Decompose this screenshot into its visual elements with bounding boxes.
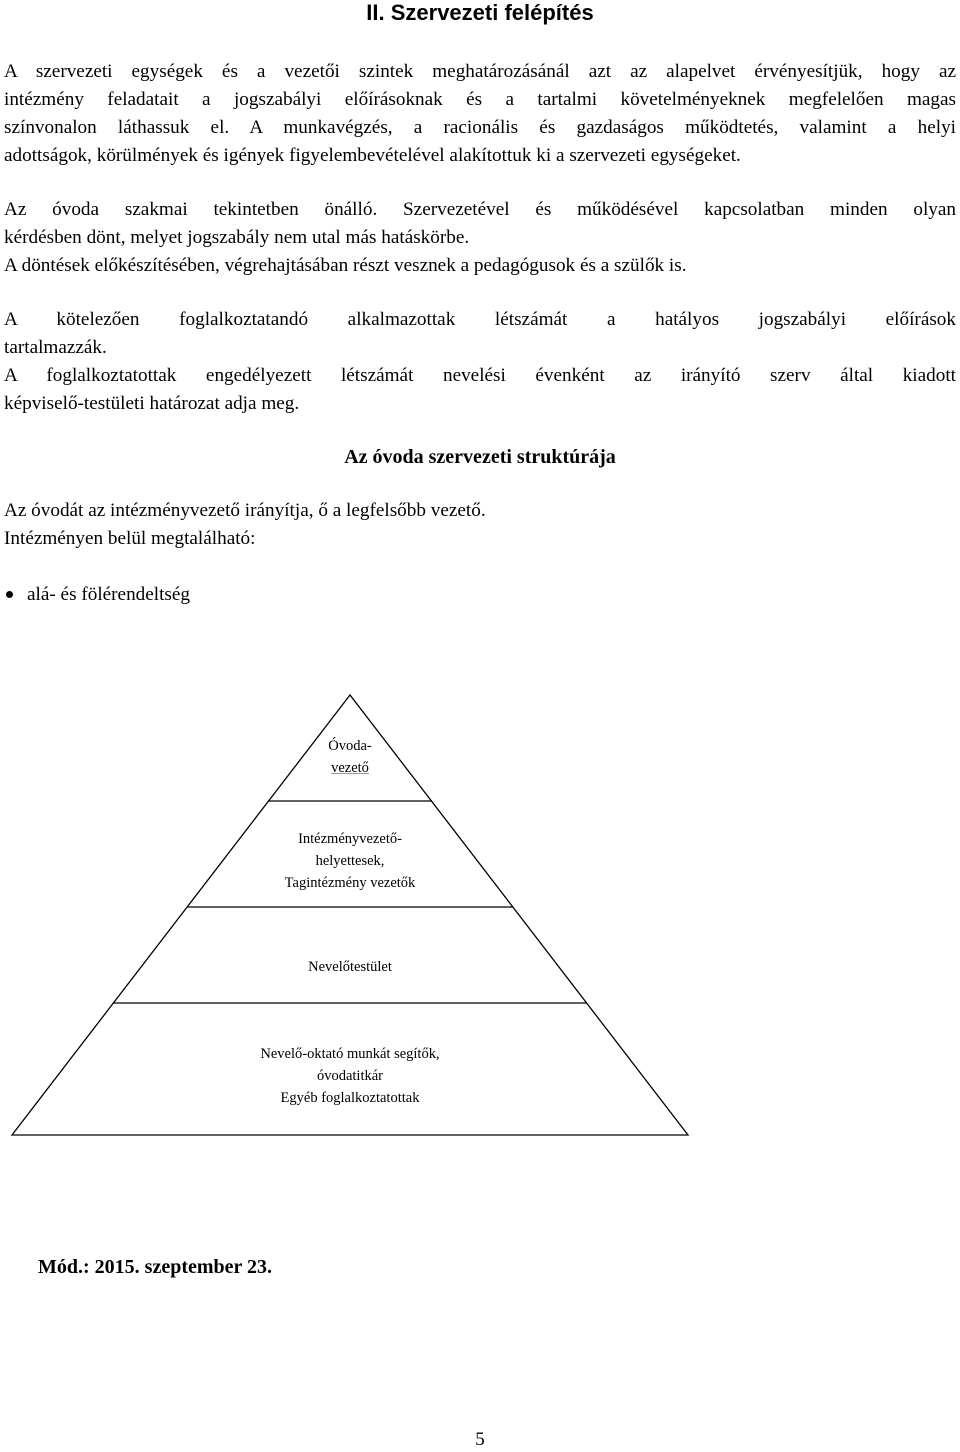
paragraph-line: A kötelezően foglalkoztatandó alkalmazottak létszámát a hatályos jogszabályi előírások (4, 309, 956, 330)
section-title: II. Szervezeti felépítés (366, 0, 594, 25)
pyramid-level-1: Óvoda- vezető (328, 738, 372, 776)
paragraph-line: A foglalkoztatottak engedélyezett létszámát nevelési évenként az irányító szerv által kiadott (4, 365, 956, 386)
paragraph-line: A szervezeti egységek és a vezetői szintek meghatározásánál azt az alapelvet érvényesítjük, hogy az (4, 61, 956, 82)
paragraph-line: színvonalon láthassuk el. A munkavégzés, a racionális és gazdaságos működtetés, valamint a helyi (4, 117, 956, 138)
paragraph-line: Az óvoda szakmai tekintetben önálló. Szervezetével és működésével kapcsolatban minden olyan (4, 199, 956, 220)
paragraph-line: Az óvodát az intézményvezető irányítja, ő a legfelsőbb vezető. (4, 500, 486, 521)
pyramid-level-3: Nevelőtestület (308, 959, 392, 975)
paragraph-line: Intézményen belül megtalálható: (4, 528, 256, 549)
pyramid-level-4: Nevelő-oktató munkát segítők, óvodatitkár Egyéb foglalkoztatottak (260, 1046, 440, 1106)
paragraph-line: kérdésben dönt, melyet jogszabály nem utal más hatáskörbe. (4, 227, 470, 248)
pyramid-level-2: Intézményvezető- helyettesek, Tagintézmény vezetők (284, 831, 416, 891)
structure-heading: Az óvoda szervezeti struktúrája (344, 446, 616, 468)
page-number: 5 (475, 1429, 485, 1450)
paragraph-line: A döntések előkészítésében, végrehajtásában részt vesznek a pedagógusok és a szülők is. (4, 255, 687, 276)
paragraph-line: adottságok, körülmények és igények figyelembevételével alakítottuk ki a szervezeti egységeket. (4, 145, 741, 166)
paragraph-line: intézmény feladatait a jogszabályi előírásoknak és a tartalmi követelményeknek megfelelően magas (4, 89, 956, 110)
paragraph-line: tartalmazzák. (4, 337, 107, 358)
paragraph-line: képviselő-testületi határozat adja meg. (4, 393, 300, 414)
modification-note: Mód.: 2015. szeptember 23. (38, 1256, 273, 1278)
bullet-text: alá- és fölérendeltség (27, 584, 191, 605)
